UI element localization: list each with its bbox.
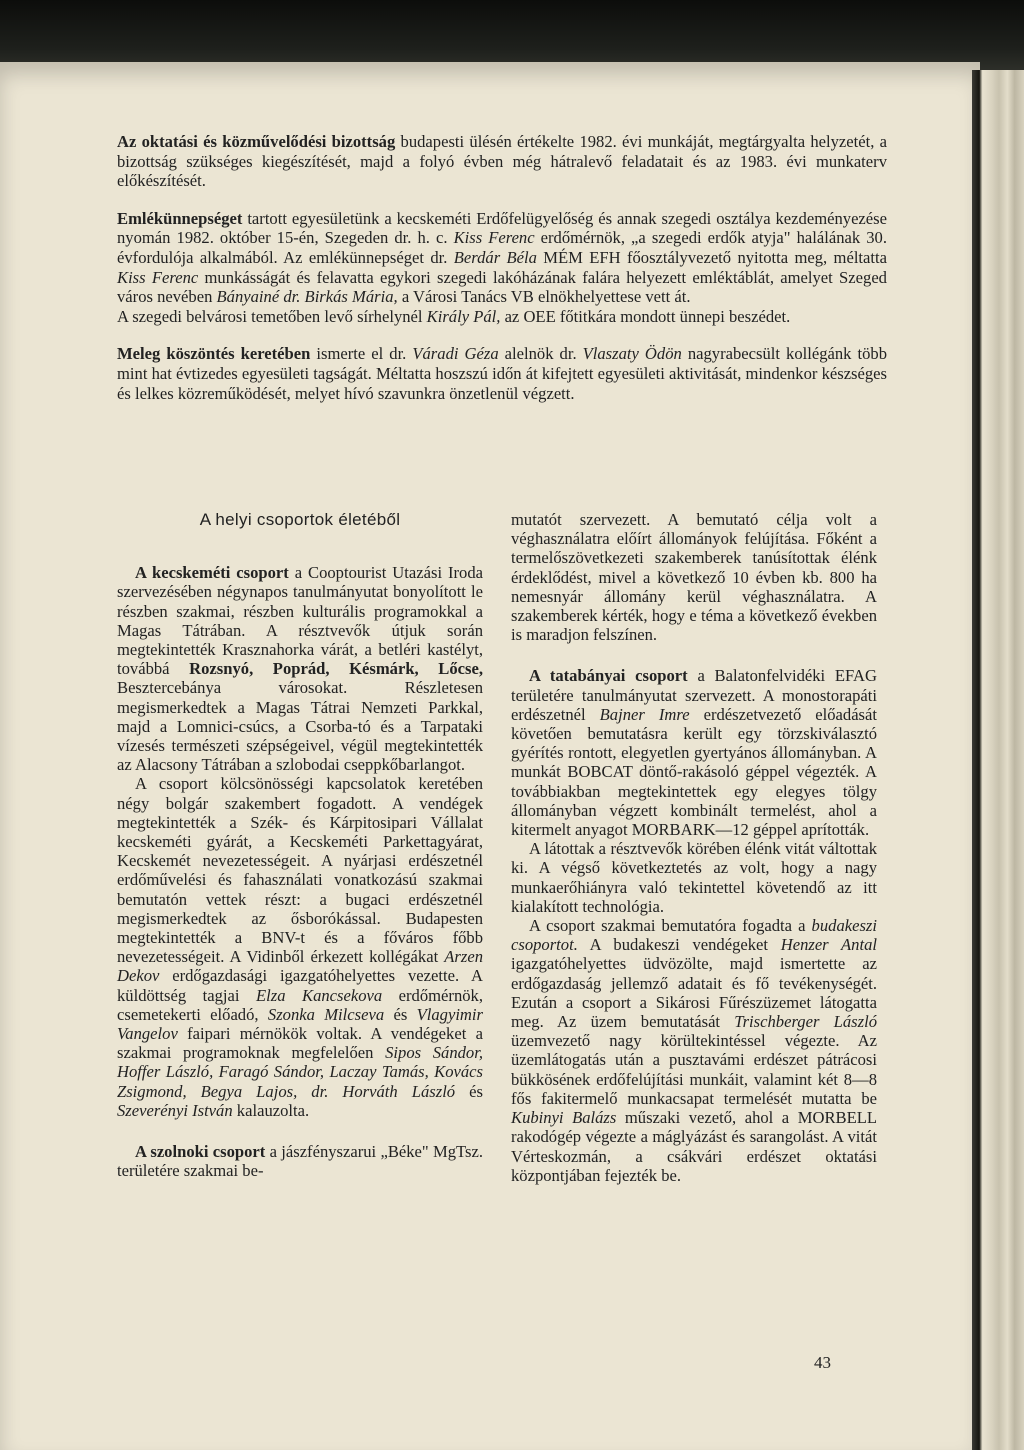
paragraph-bemutato: mutatót szervezett. A bemutató célja volt a véghasználatra előírt állományok felújítása. Főként a termelőszövetkezeti szakemberek tanúsítottak élénk érdeklődést, mivel a következő 10 évben kb. 800 ha nemesnyár állomány kerül véghasználatra. A szakemberek kérték, hogy e téma a következő években is maradjon felszínen. [511,510,877,645]
page-number: 43 [814,1353,831,1372]
book-edge [972,70,1024,1450]
paragraph-tatabanyai: A tatabányai csoport a Balatonfelvidéki EFAG területére tanulmányutat szervezett. A monostorapáti erdészetnél Bajner Imre erdészetvezető előadását követően bemutatásra került egy törzskiválasztó gyérítés rontott, elegyetlen gyertyános állományban. A munkát BOBCAT döntő-rakásoló géppel végezték. A továbbiakban megtekintettek egy elegyes tölgy állományban végzett kombinált termelést, ahol a kitermelt anyagot MORBARK—12 géppel aprították. [511,666,877,840]
intro-section [117,132,887,403]
right-column [511,510,877,1185]
section-title: A helyi csoportok életéből [199,510,401,529]
paragraph-szolnoki: A szolnoki csoport a jászfényszarui „Béke" MgTsz. területére szakmai be- [117,1142,483,1181]
paragraph-budakeszi: A csoport szakmai bemutatóra fogadta a budakeszi csoportot. A budakeszi vendégeket Henzer Antal igazgatóhelyettes üdvözölte, majd ismertette az erdőgazdaság jellemző adatait és fő tevékenységét. Ezután a csoport a Sikárosi Fűrészüzemet látogatta meg. Az üzem bemutatását Trischberger László üzemvezető nagy körültekintéssel végezte. Az üzemlátogatás után a pusztavámi erdészet pátrácosi bükkösének erdőfelújítási munkáit, valamint két 8—8 fős fakitermelő munkacsapat termelését mutatta be Kubinyi Balázs műszaki vezető, ahol a MORBELL rakodógép végezte a máglyázást és sarangolást. A vitát Vérteskozmán, a csákvári erdészet oktatási központjában fejezték be. [511,916,877,1185]
left-column [117,510,483,1181]
paragraph-emlekunnepseg: Emlékünnepséget tartott egyesületünk a kecskeméti Erdőfelügyelőség és annak szegedi osztálya kezdeményezése nyomán 1982. október 15-én, Szegeden dr. h. c. Kiss Ferenc erdőmérnök, „a szegedi erdők atyja" halálának 30. évfordulója alkalmából. Az emlékünnepséget dr. Berdár Béla MÉM EFH főosztályvezető nyitotta meg, méltatta Kiss Ferenc munkásságát és felavatta egykori szegedi lakóházának falára helyezett emléktáblát, amelyet Szeged város nevében Bányainé dr. Birkás Mária, a Városi Tanács VB elnökhelyettese vett át. [117,208,887,307]
paragraph-koszontes: Meleg köszöntés keretében ismerte el dr. Váradi Géza alelnök dr. Vlaszaty Ödön nagyrabecsült kollégánk több mint hat évtizedes egyesületi tagságát. Méltatta hoszszú időn át kifejtett egyesületi aktivitását, mindenkor készséges és lelkes közreműködését, melyet hívó szavunkra önzetlenül végzett. [117,344,887,403]
paragraph-kovetkeztetes: A látottak a résztvevők körében élénk vitát váltottak ki. A végső következtetés az volt, hogy a nagy munkaerőhiányra való tekintettel követendő az itt kialakított technológia. [511,839,877,916]
paragraph-sirhely: A szegedi belvárosi temetőben levő sírhelynél Király Pál, az OEE főtitkára mondott ünnepi beszédet. [117,306,791,326]
paragraph-bolgar: A csoport kölcsönösségi kapcsolatok keretében négy bolgár szakembert fogadott. A vendégek megtekintették a Szék- és Kárpitosipari Vállalat kecskeméti gyárát, a Kecskeméti Parkettagyárat, Kecskemét nevezetességeit. A nyárjasi erdészetnél erdőművelési és fahasználati vonatkozású szakmai bemutatón vettek részt: a bugaci erdészetnél megismerkedtek az ősborókással. Budapesten megtekintették a BNV-t és a főváros főbb nevezetességeit. A Vidinből érkezett kollégákat Arzen Dekov erdőgazdasági igazgatóhelyettes vezette. A küldöttség tagjai Elza Kancsekova erdőmérnök, csemetekerti előadó, Szonka Milcseva és Vlagyimir Vangelov faipari mérnökök voltak. A vendégeket a szakmai programoknak megfelelően Sipos Sándor, Hoffer László, Faragó Sándor, Laczay Tamás, Kovács Zsigmond, Begya Lajos, dr. Horváth László és Szeverényi István kalauzolta. [117,774,483,1120]
paragraph-bizottsag: Az oktatási és közművelődési bizottság budapesti ülésén értékelte 1982. évi munkáját, megtárgyalta helyzetét, a bizottság szükséges kiegészítését, majd a folyó évben még hátralevő feladatait és az 1983. évi munkaterv előkészítését. [117,132,888,191]
paragraph-kecskemeti: A kecskeméti csoport a Cooptourist Utazási Iroda szervezésében négynapos tanulmányutat bonyolított le részben szakmai, részben kulturális programokkal a Magas Tátrában. A résztvevők útjuk során megtekintették Krasznahorka várát, a betléri kastélyt, továbbá Rozsnyó, Poprád, Késmárk, Lőcse, Besztercebánya városokat. Részletesen megismerkedtek a Magas Tátrai Nemzeti Parkkal, majd a Lomnici-csúcs, a Csorba-tó és a Tarpataki vízesés természeti szépségeivel, végül megtekintették az Alacsony Tátrában a szlobodai cseppkőbarlangot. [117,563,484,775]
